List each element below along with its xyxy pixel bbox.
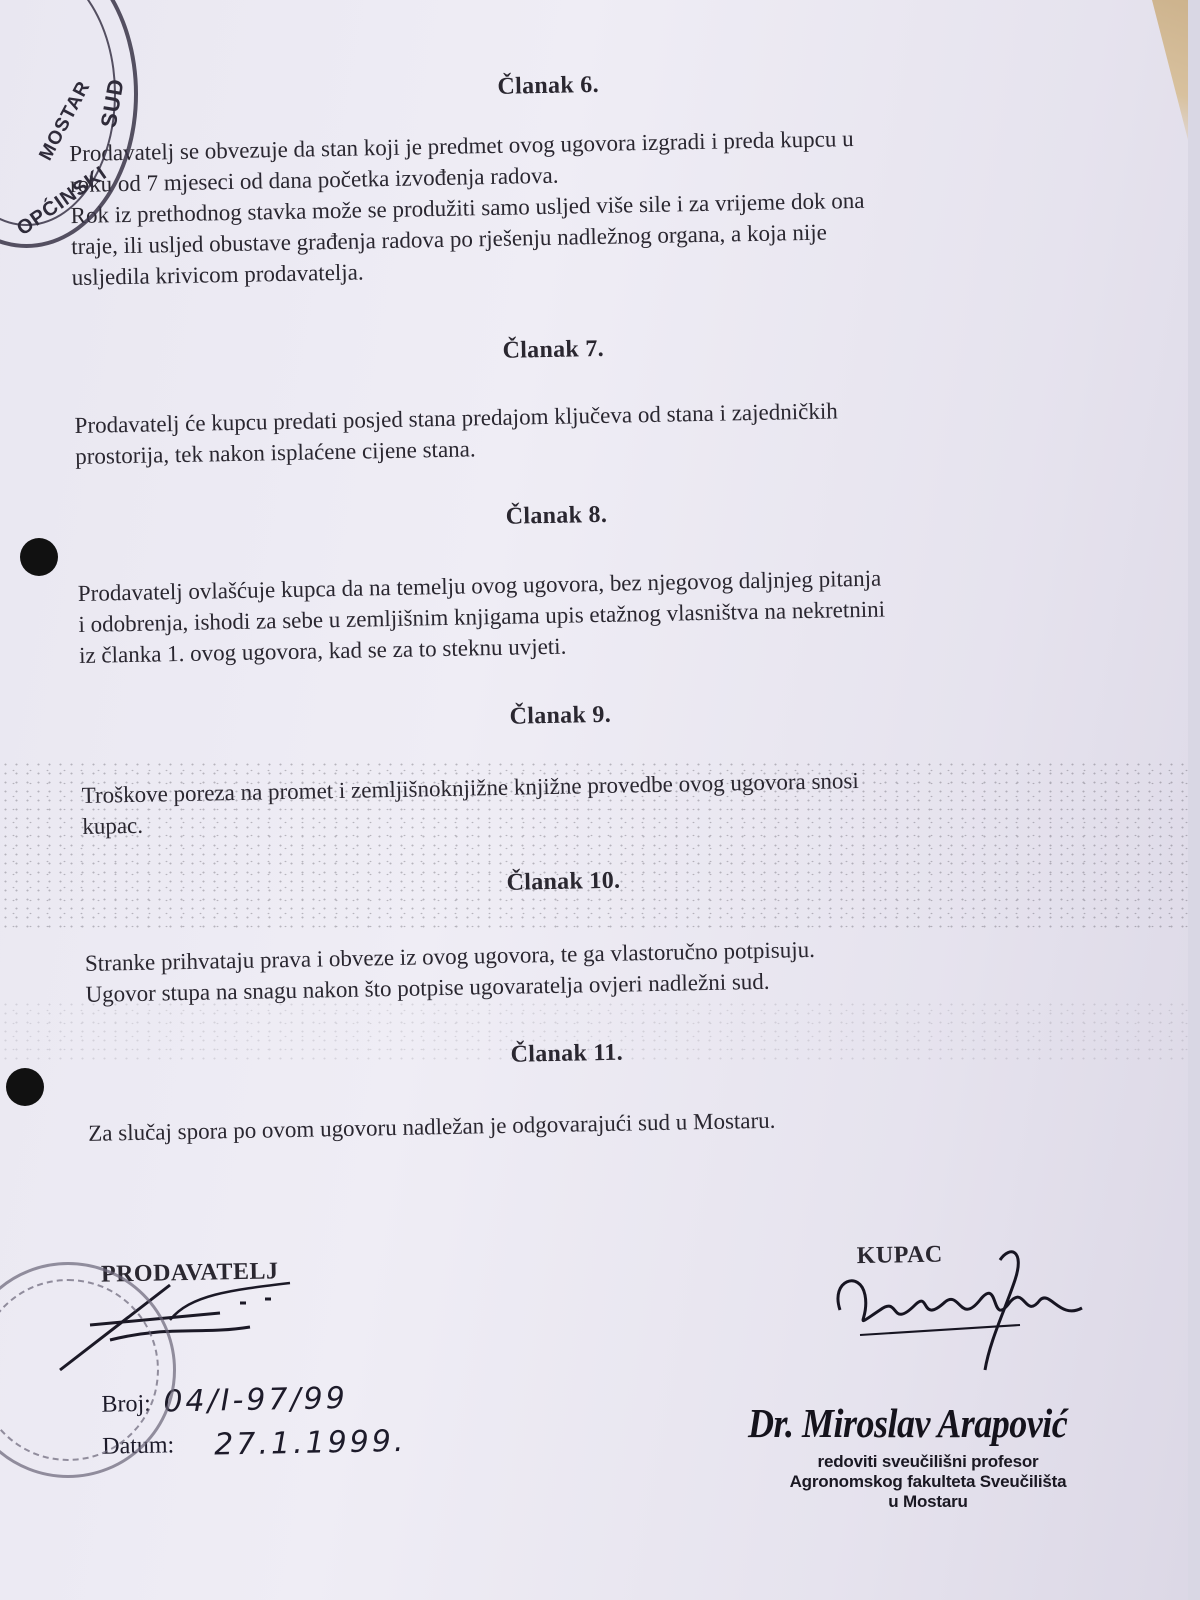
- article-heading: Članak 10.: [506, 867, 621, 896]
- text-line: Stranke prihvataju prava i obveze iz ovog ugovora, te ga vlastoručno potpisuju.: [84, 936, 816, 976]
- number-value: 04/I-97/99: [163, 1380, 349, 1420]
- article-heading: Članak 9.: [509, 701, 612, 730]
- article-text: [74, 391, 1050, 472]
- text-line: Ugovor stupa na snagu nakon što potpise ugovaratelja ovjeri nadležni sud.: [85, 968, 770, 1007]
- buyer-name: Dr. Miroslav Arapović: [748, 1400, 1068, 1446]
- text-line: usljedila krivicom prodavatelja.: [71, 259, 364, 291]
- seller-label: PRODAVATELJ: [100, 1258, 279, 1288]
- article-text: [78, 559, 1055, 671]
- article-heading: Članak 8.: [505, 501, 608, 530]
- text-line: Prodavatelj će kupcu predati posjed stana predajom ključeva od stana i zajedničkih: [74, 398, 838, 439]
- text-line: kupac.: [82, 812, 144, 839]
- article-text: [81, 761, 1057, 842]
- text-line: Troškove poreza na promet i zemljišnoknjižne knjižne provedbe ovog ugovora snosi: [81, 768, 859, 808]
- stamp-city-text: MOSTAR: [35, 77, 95, 165]
- date-value: 27.1.1999.: [213, 1423, 407, 1463]
- punch-hole: [6, 1068, 44, 1106]
- article-heading: Članak 11.: [510, 1039, 624, 1068]
- punch-hole: [20, 538, 58, 576]
- text-line: iz članka 1. ovog ugovora, kad se za to steknu uvjeti.: [78, 633, 567, 668]
- stamp-court-text: SUD: [95, 76, 129, 130]
- article-heading: Članak 7.: [502, 335, 605, 364]
- buyer-title-line1: redoviti sveučilišni profesor: [817, 1452, 1039, 1471]
- text-line: Za slučaj spora po ovom ugovoru nadležan je odgovarajući sud u Mostaru.: [87, 1107, 776, 1146]
- text-line: roku od 7 mjeseci od dana početka izvođenja radova.: [69, 162, 559, 198]
- buyer-title-line2: Agronomskog fakulteta Sveučilišta: [789, 1472, 1067, 1491]
- text-line: prostorija, tek nakon isplaćene cijene stana.: [74, 436, 476, 470]
- buyer-signature: [820, 1240, 1090, 1380]
- text-line: traje, ili usljed obustave građenja radova po rješenju nadležnog organa, a koja nije: [70, 219, 828, 260]
- text-line: i odobrenja, ishodi za sebe u zemljišnim knjigama upis etažnog vlasništva na nekretnini: [78, 596, 886, 637]
- text-line: Prodavatelj ovlašćuje kupca da na temelju ovog ugovora, bez njegovog daljnjeg pitanja: [77, 565, 882, 607]
- article-text: [88, 1099, 1063, 1149]
- text-line: Prodavatelj se obvezuje da stan koji je predmet ovog ugovora izgradi i preda kupcu u: [69, 126, 854, 167]
- date-label: Datum:: [101, 1432, 175, 1460]
- buyer-label: KUPAC: [856, 1241, 944, 1270]
- article-text: [85, 929, 1061, 1010]
- article-heading: Članak 6.: [497, 71, 600, 100]
- number-label: Broj:: [101, 1390, 152, 1418]
- buyer-title-line3: u Mostaru: [888, 1492, 968, 1511]
- stamp-prefix-text: OPĆINSKI: [12, 162, 112, 241]
- article-text: [69, 119, 1047, 293]
- text-line: Rok iz prethodnog stavka može se produžiti samo uslјed više sile i za vrijeme dok ona: [70, 187, 865, 229]
